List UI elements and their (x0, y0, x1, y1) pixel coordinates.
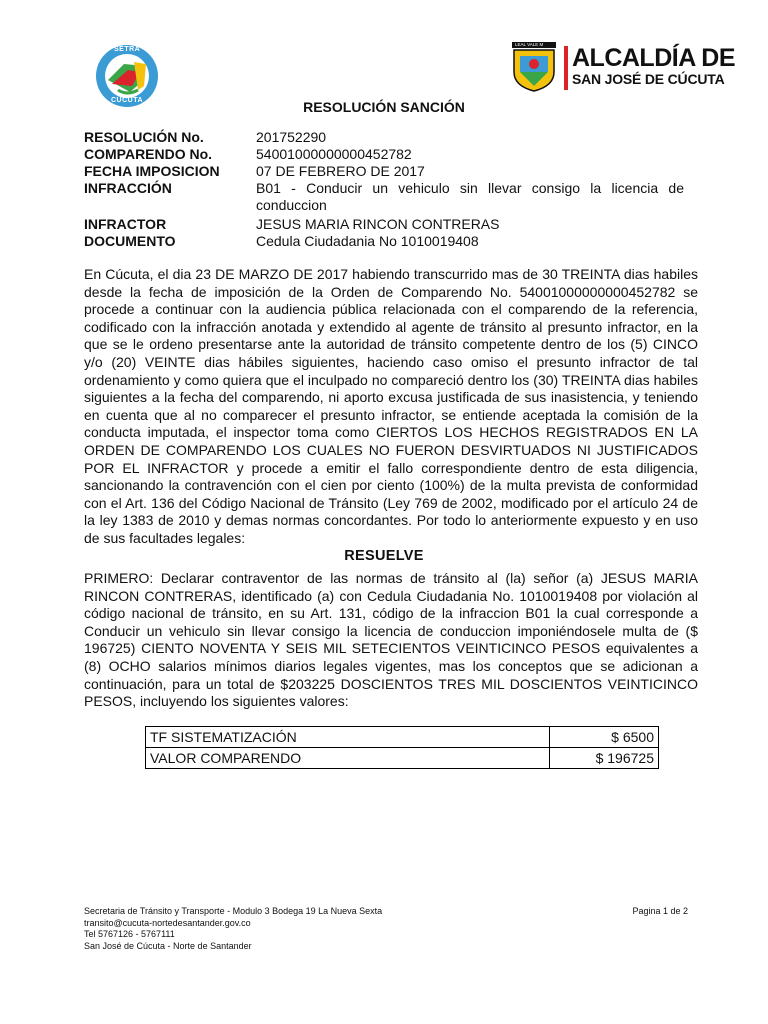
field-label: INFRACTOR (84, 216, 167, 232)
alcaldia-logo (512, 42, 736, 94)
field-label: INFRACCIÓN (84, 180, 172, 196)
field-label: DOCUMENTO (84, 233, 176, 249)
page-footer (84, 906, 694, 952)
values-table (145, 726, 659, 769)
table-cell-amount: $ 196725 (550, 748, 659, 769)
footer-address: Secretaria de Tránsito y Transporte - Modulo 3 Bodega 19 La Nueva Sexta (84, 906, 383, 916)
field-value: 201752290 (256, 129, 327, 145)
field-row-infraccion (84, 180, 684, 214)
field-row-documento (84, 233, 684, 250)
field-label: COMPARENDO No. (84, 146, 213, 162)
table-row (146, 727, 659, 748)
field-value: Cedula Ciudadania No 1010019408 (256, 233, 479, 249)
setra-logo-bottom-text: CÚCUTA (111, 97, 144, 104)
footer-email: transito@cucuta-nortedesantander.gov.co (84, 917, 251, 928)
alcaldia-brand-subtitle: SAN JOSÉ DE CÚCUTA (572, 71, 725, 87)
resuelve-heading: RESUELVE (344, 548, 424, 564)
field-value: B01 - Conducir un vehiculo sin llevar consigo la licencia de conduccion (256, 180, 684, 213)
primero-paragraph: PRIMERO: Declarar contraventor de las normas de tránsito al (la) señor (a) JESUS MARIA RINCON CONTRERAS, identificado (a) con Cedula Ciudadania No. 1010019408 por violación al código nacional de tránsito, en su Art. 131, código de la infraccion B01 la cual corresponde a Conducir un vehiculo sin llevar consigo la licencia de conduccion imponiéndosele multa de ($ 196725) CIENTO NOVENTA Y SEIS MIL SETECIENTOS VEINTICINCO PESOS equivalentes a (8) OCHO salarios mínimos diarios legales vigentes, mas los conceptos que se adicionan a continuación, para un total de $203225 DOSCIENTOS TRES MIL DOSCIENTOS VEINTICINCO PESOS, incluyendo los siguientes valores: (84, 570, 698, 710)
field-row-infractor (84, 216, 684, 233)
field-value: 54001000000000452782 (256, 146, 412, 162)
field-label: RESOLUCIÓN No. (84, 129, 204, 145)
body-paragraph: En Cúcuta, el dia 23 DE MARZO DE 2017 habiendo transcurrido mas de 30 TREINTA dias habiles desde la fecha de imposición de la Orden de Comparendo No. 54001000000000452782 se procede a continuar con la audiencia pública relacionada con el comparendo de la referencia, codificado con la infracción anotada y extendido al agente de tránsito al presunto infractor, en la que se le ordeno presentarse ante la autoridad de tránsito competente dentro de los (5) CINCO y/o (20) VEINTE dias hábiles siguientes, haciendo caso omiso el presunto infractor de tal ordenamiento y como quiera que el inculpado no compareció dentro los (30) TREINTA dias habiles siguientes a la fecha del comparendo, ni aporto excusa justificada de sus inasistencia, y teniendo en cuenta que al no comparecer el presunto infractor, se entiende aceptada la comisión de la conducta imputada, el inspector toma como CIERTOS LOS HECHOS REGISTRADOS EN LA ORDEN DE COMPARENDO LOS CUALES NO FUERON DESVIRTUADOS NI JUSTIFICADOS POR EL INFRACTOR y procede a emitir el fallo correspondiente dentro de esta diligencia, sancionando la contravención con el cien por ciento (100%) de la multa prevista de conformidad con el Art. 136 del Código Nacional de Tránsito (Ley 769 de 2002, modificado por el artículo 24 de la ley 1383 de 2010 y demas normas concordantes. Por todo lo anteriormente expuesto y en uso de sus facultades legales: (84, 266, 698, 546)
alcaldia-shield-text: LEAL VALE M (515, 42, 544, 47)
field-value: 07 DE FEBRERO DE 2017 (256, 163, 425, 179)
alcaldia-brand-title: ALCALDÍA DE (572, 44, 736, 72)
table-cell-concept: VALOR COMPARENDO (146, 748, 550, 769)
alcaldia-brand-bar (564, 46, 568, 90)
field-value: JESUS MARIA RINCON CONTRERAS (256, 216, 500, 232)
field-row-fecha (84, 163, 684, 180)
footer-phone: Tel 5767126 - 5767111 (84, 929, 175, 939)
field-label: FECHA IMPOSICION (84, 163, 220, 179)
field-row-resolucion (84, 129, 684, 146)
page-number: Pagina 1 de 2 (632, 906, 688, 916)
table-row (146, 748, 659, 769)
resolution-fields (84, 129, 684, 250)
document-title: RESOLUCIÓN SANCIÓN (303, 99, 465, 115)
setra-logo-top-text: SETRA (114, 46, 141, 53)
table-cell-concept: TF SISTEMATIZACIÓN (146, 727, 550, 748)
table-cell-amount: $ 6500 (550, 727, 659, 748)
field-row-comparendo (84, 146, 684, 163)
footer-city: San José de Cúcuta - Norte de Santander (84, 940, 252, 951)
